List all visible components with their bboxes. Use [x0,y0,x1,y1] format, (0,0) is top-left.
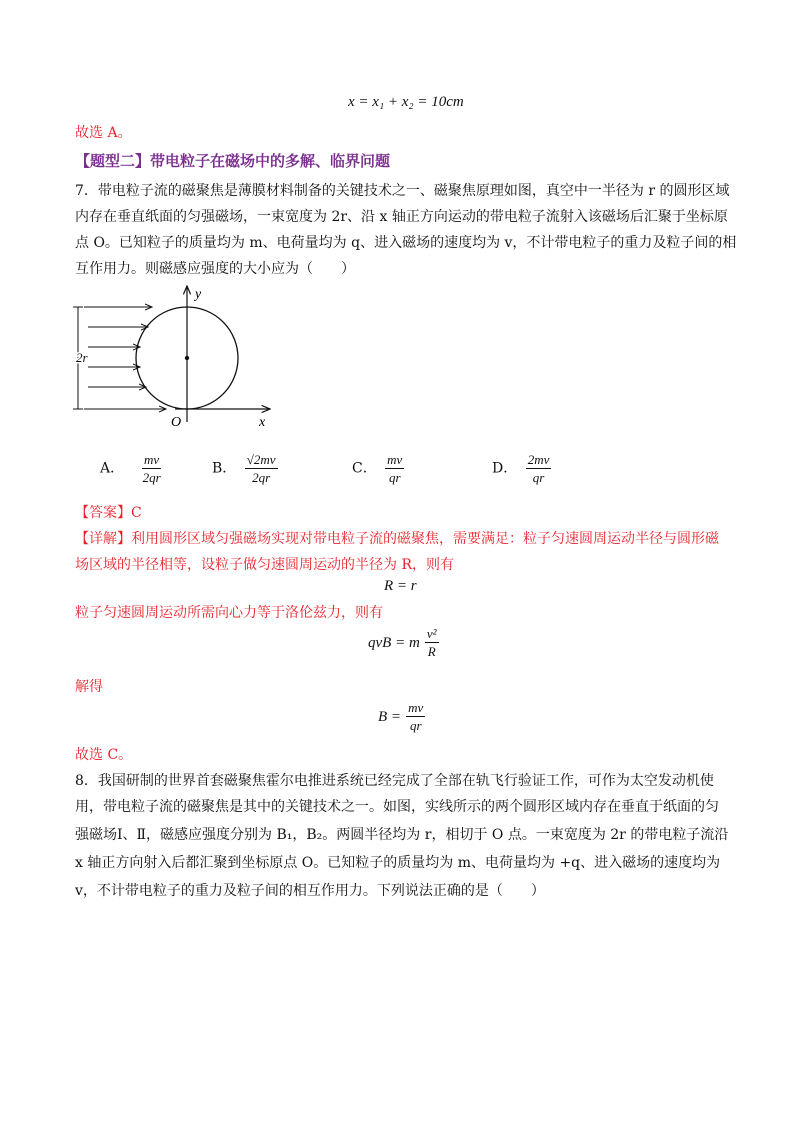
option-b-den: 2qr [252,470,271,485]
option-c-den: qr [388,470,401,485]
detail-conclusion: 故选 C。 [75,747,133,763]
equation-b: B = $\frac{mv}{qr}$ [378,700,424,733]
equation-displacement: x = x₁ + x₂ = 10cm [348,94,464,110]
option-c[interactable]: C． $\frac{mv}{qr}$ [352,452,403,485]
previous-answer: 故选 A。 [75,125,132,141]
option-d-num: 2mv [527,452,550,467]
equation-r: R = r [384,578,417,594]
q8-line-1: 8．我国研制的世界首套磁聚焦霍尔电推进系统已经完成了全部在轨飞行验证工作，可作为太空发动机使 [75,773,714,789]
q7-line-2: 内存在垂直纸面的匀强磁场，一束宽度为 2r、沿 x 轴正方向运动的带电粒子流射入该磁场后汇聚于坐标原 [75,209,728,225]
q8-line-5: v，不计带电粒子的重力及粒子间的相互作用力。下列说法正确的是（ ） [75,883,545,899]
answer-label: 【答案】C [75,505,142,521]
width-label: 2r [76,350,88,365]
magnetic-focus-diagram [70,282,290,432]
q7-line-4: 互作用力。则磁感应强度的大小应为（ ） [75,261,355,277]
q8-line-4: x 轴正方向射入后都汇聚到坐标原点 O。已知粒子的质量均为 m、电荷量均为 +q、进入磁场的速度均为 [75,855,721,871]
x-label: x [259,415,266,430]
equation-lorentz: qvB = m $\frac{\text{v²}}{R}$ [368,626,437,659]
option-a[interactable]: A． $\frac{mv}{2qr}$ [100,452,161,485]
option-a-num: mv [144,452,160,467]
q8-line-2: 用，带电粒子流的磁聚焦是其中的关键技术之一。如图，实线所示的两个圆形区域内存在垂直于纸面的匀 [75,799,719,815]
option-b-num: √2mv [246,452,276,467]
detail-line-2: 场区域的半径相等，设粒子做匀速圆周运动的半径为 R，则有 [75,557,454,573]
option-a-den: 2qr [142,470,161,485]
section-title: 【题型二】带电粒子在磁场中的多解、临界问题 [75,152,391,170]
option-c-num: mv [387,452,403,467]
origin-label: O [171,415,182,430]
detail-line-4: 解得 [75,679,103,695]
option-d[interactable]: D． $\frac{2mv}{qr}$ [492,452,550,485]
detail-line-3: 粒子匀速圆周运动所需向心力等于洛伦兹力，则有 [75,605,383,621]
option-d-den: qr [532,470,545,485]
y-label: y [195,287,202,302]
option-b[interactable]: B． $\frac{√2mv}{2qr}$ [212,452,276,485]
circle-center-dot [185,356,189,360]
q7-line-1: 7．带电粒子流的磁聚焦是薄膜材料制备的关键技术之一、磁聚焦原理如图，真空中一半径为 r 的圆形区域 [75,183,730,199]
detail-line-1: 【详解】利用圆形区域匀强磁场实现对带电粒子流的磁聚焦，需要满足：粒子匀速圆周运动半径与圆形磁 [75,531,719,547]
q7-line-3: 点 O。已知粒子的质量均为 m、电荷量均为 q、进入磁场的速度均为 v，不计带电粒子的重力及粒子间的相 [75,235,737,251]
q8-line-3: 强磁场Ⅰ、Ⅱ，磁感应强度分别为 B₁，B₂。两圆半径均为 r，相切于 O 点。一束宽度为 2r 的带电粒子流沿 [75,827,729,843]
